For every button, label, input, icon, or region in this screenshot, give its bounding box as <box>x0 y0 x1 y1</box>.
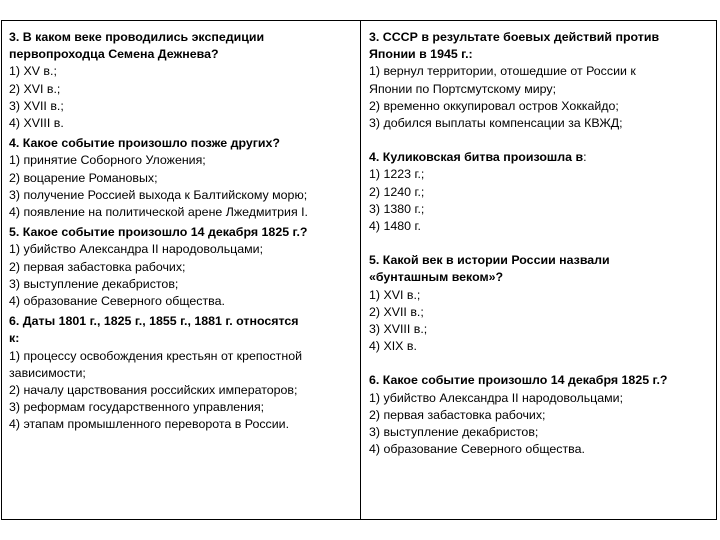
answer-option: 4) этапам промышленного переворота в России. <box>9 417 290 432</box>
right-question-4 <box>369 149 708 235</box>
question-title: к: <box>9 331 20 346</box>
question-title: первопроходца Семена Дежнева? <box>9 47 219 62</box>
question-title-bold: 4. Куликовская битва произошла в <box>369 150 584 165</box>
answer-option: 3) добился выплаты компенсации за КВЖД; <box>369 116 623 131</box>
answer-option: 4) 1480 г. <box>369 219 421 234</box>
answer-option: 4) образование Северного общества. <box>9 294 225 309</box>
left-question-3 <box>9 29 352 132</box>
question-title: 5. Какое событие произошло 14 декабря 1825 г.? <box>9 225 308 240</box>
left-question-4 <box>9 135 352 221</box>
answer-option: 3) выступление декабристов; <box>9 276 179 291</box>
answer-option: 2) первая забастовка рабочих; <box>9 259 186 274</box>
right-column <box>361 21 716 519</box>
answer-option: 3) XVIII в.; <box>369 322 428 337</box>
answer-option: 1) убийство Александра II народовольцами; <box>369 390 624 405</box>
question-title: 3. СССР в результате боевых действий против <box>369 30 660 44</box>
question-title: 5. Какой век в истории России назвали <box>369 253 610 268</box>
questions-table <box>1 20 717 520</box>
answer-option: 4) XIX в. <box>369 339 417 354</box>
right-question-3 <box>369 29 708 132</box>
right-question-5 <box>369 252 708 355</box>
answer-option: 2) 1240 г.; <box>369 184 425 199</box>
left-column <box>2 21 361 519</box>
question-title: 4. Какое событие произошло позже других? <box>9 136 280 151</box>
answer-option: 1) XVI в.; <box>369 287 421 302</box>
answer-option: 2) воцарение Романовых; <box>9 170 158 185</box>
answer-option: 4) образование Северного общества. <box>369 442 585 457</box>
answer-option: 2) XVI в.; <box>9 81 61 96</box>
answer-option: 3) реформам государственного управления; <box>9 400 265 415</box>
question-title: 6. Какое событие произошло 14 декабря 1825 г.? <box>369 373 668 388</box>
right-question-6 <box>369 372 708 458</box>
answer-option: зависимости; <box>9 365 86 380</box>
left-question-6 <box>9 313 352 433</box>
answer-option: 3) XVII в.; <box>9 98 64 113</box>
question-title: 6. Даты 1801 г., 1825 г., 1855 г., 1881 г. относятся <box>9 314 299 329</box>
answer-option: 2) началу царствования российских императоров; <box>9 383 298 398</box>
left-question-5 <box>9 224 352 310</box>
question-title: Японии в 1945 г.: <box>369 47 473 62</box>
answer-option: 3) 1380 г.; <box>369 201 425 216</box>
answer-option: 2) временно оккупировал остров Хоккайдо; <box>369 98 619 113</box>
answer-option: 3) выступление декабристов; <box>369 425 539 440</box>
answer-option: 2) первая забастовка рабочих; <box>369 407 546 422</box>
answer-option: Японии по Портсмутскому миру; <box>369 81 557 96</box>
answer-option: 1) процессу освобождения крестьян от крепостной <box>9 348 303 363</box>
answer-option: 1) XV в.; <box>9 64 57 79</box>
answer-option: 4) появление на политической арене Лжедмитрия I. <box>9 205 308 220</box>
answer-option: 1) принятие Соборного Уложения; <box>9 153 206 168</box>
question-title-tail: : <box>583 150 587 165</box>
answer-option: 1) вернул территории, отошедшие от России к <box>369 64 636 79</box>
question-title <box>369 149 708 166</box>
question-title: 3. В каком веке проводились экспедиции <box>9 30 265 44</box>
answer-option: 2) XVII в.; <box>369 304 424 319</box>
answer-option: 1) 1223 г.; <box>369 167 425 182</box>
answer-option: 4) XVIII в. <box>9 116 64 131</box>
answer-option: 3) получение Россией выхода к Балтийскому морю; <box>9 187 308 202</box>
question-title: «бунташным веком»? <box>369 270 504 285</box>
answer-option: 1) убийство Александра II народовольцами; <box>9 242 264 257</box>
